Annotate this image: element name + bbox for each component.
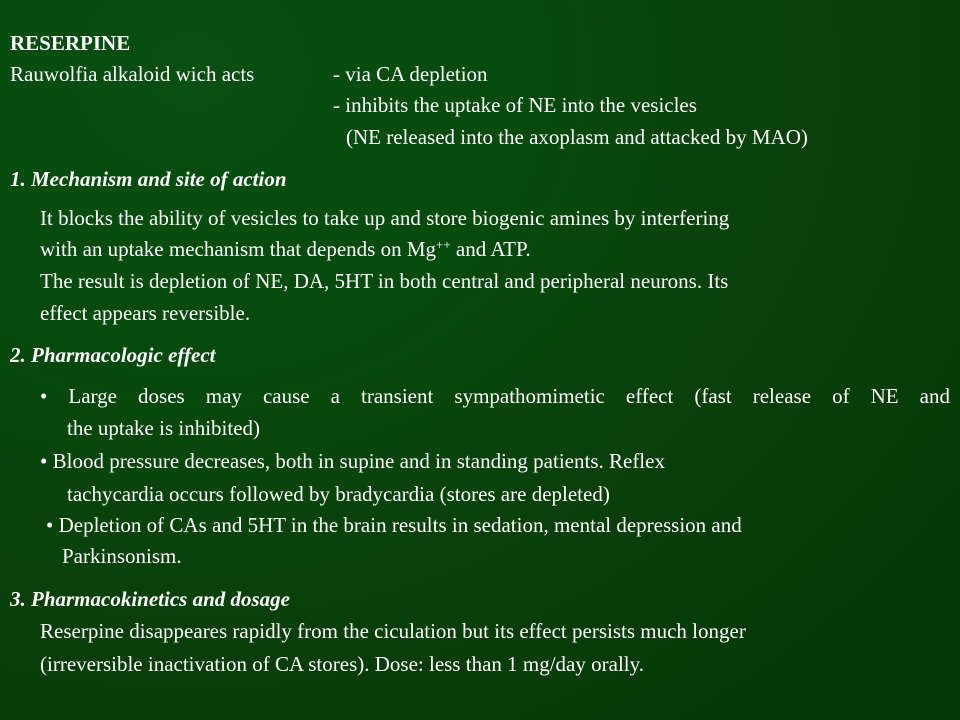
- section1-line3: The result is depletion of NE, DA, 5HT in both central and peripheral neurons. Its: [40, 269, 729, 293]
- section2-bullet2-line1: • Blood pressure decreases, both in supine and in standing patients. Reflex: [40, 449, 665, 473]
- magnesium-charge-superscript: ++: [436, 237, 451, 252]
- slide-title: RESERPINE: [10, 31, 131, 55]
- section3-heading: 3. Pharmacokinetics and dosage: [10, 587, 291, 611]
- section2-bullet3-line2: Parkinsonism.: [62, 544, 182, 568]
- intro-point-note: (NE released into the axoplasm and attacked by MAO): [346, 125, 808, 149]
- section1-line1: It blocks the ability of vesicles to take up and store biogenic amines by interfering: [40, 206, 730, 230]
- section3-line1: Reserpine disappeares rapidly from the ciculation but its effect persists much longer: [40, 619, 746, 643]
- intro-point-ca-depletion: - via CA depletion: [333, 62, 488, 86]
- section2-bullet2-line2: tachycardia occurs followed by bradycardia (stores are depleted): [67, 482, 610, 506]
- section1-line4: effect appears reversible.: [40, 301, 251, 325]
- section2-heading: 2. Pharmacologic effect: [10, 343, 216, 367]
- section1-line2: [40, 236, 531, 262]
- intro-point-uptake: - inhibits the uptake of NE into the vesicles: [333, 93, 697, 117]
- section1-line2-text: with an uptake mechanism that depends on Mg: [40, 237, 436, 261]
- section3-line2: (irreversible inactivation of CA stores). Dose: less than 1 mg/day orally.: [40, 652, 644, 676]
- section1-line2-end: and ATP.: [450, 237, 531, 261]
- intro-lead: Rauwolfia alkaloid wich acts: [10, 62, 255, 86]
- section2-bullet3-line1: • Depletion of CAs and 5HT in the brain results in sedation, mental depression and: [46, 513, 742, 537]
- section1-heading: 1. Mechanism and site of action: [10, 167, 287, 191]
- section2-bullet1-line1: • Large doses may cause a transient sympathomimetic effect (fast release of NE and: [40, 384, 950, 408]
- section2-bullet1-line2: the uptake is inhibited): [67, 416, 261, 440]
